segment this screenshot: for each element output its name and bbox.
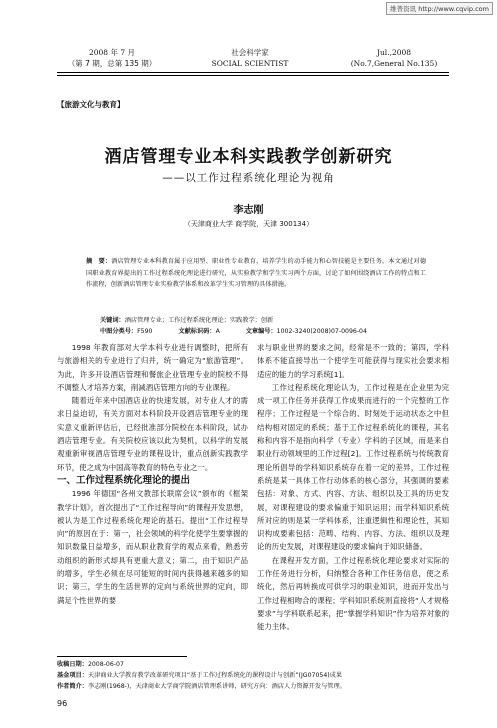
- article-subtitle: ——以工作过程系统化理论为视角: [162, 172, 335, 184]
- article-number-value: 1002-3240(2008)07-0096-04: [276, 328, 367, 335]
- clc-label: 中图分类号：: [100, 328, 138, 335]
- journal-date-en-block: [339, 47, 449, 69]
- author-affiliation: （天津商业大学 商学院，天津 300134）: [183, 220, 314, 228]
- doc-code-label: 文献标识码：: [178, 328, 216, 335]
- fund-label: 基金项目：: [57, 672, 88, 679]
- classification-line: [100, 326, 430, 337]
- abstract-label: 摘 要：: [86, 258, 112, 265]
- journal-name-block: [190, 47, 310, 69]
- page-number: 96: [57, 699, 68, 708]
- watermark: 维普资讯 http://www.cqvip.com: [386, 2, 493, 15]
- received-date: [57, 659, 449, 670]
- fund-info: [57, 670, 449, 681]
- body-left-column: [57, 341, 248, 607]
- journal-name-en: SOCIAL SCIENTIST: [211, 59, 289, 68]
- journal-issue-en: (No.7,General No.135): [350, 59, 438, 68]
- left-paragraph-1: 1998 年教育部对大学本科专业进行调整时，把所有与旅游相关的专业进行了归并，统一确定为“旅游管理”。为此，许多开设酒店管理和餐旅企业管理专业的院校不得不调整人才培养方案，削减酒店管理方向的专业课程。: [57, 343, 248, 392]
- keywords-text: 酒店管理专业；工作过程系统化理论；实践教学；创新: [124, 317, 274, 324]
- journal-date-block: [57, 47, 167, 69]
- journal-date: 2008 年 7 月: [88, 48, 135, 57]
- doc-code-value: A: [215, 328, 220, 335]
- right-paragraph-1: 求与职业世界的要求之间，经常是不一致的；第四，学科体系不能直接导出一个使学生可能获得与现实社会要求相适应的能力的学习系统[1]。: [257, 343, 449, 379]
- left-paragraph-2: 随着近年来中国酒店业的快速发展，对专业人才的需求日益迫切，有关方面对本科阶段开设酒店管理专业的现实意义重新评估后，已经批准部分院校在本科阶段，试办酒店管理专业。有关院校应该以此为契机，以科学的发展观重新审视酒店管理专业的课程设计，重点创新实践教学环节，使之成为中国高等教育的特色专业之一。: [57, 396, 248, 472]
- author-bio: [57, 681, 449, 692]
- fund-value: 天津商业大学教育教学改革研究项目“基于工作过程系统化的课程设计与创新”(JG07054)成果: [87, 672, 343, 679]
- header-rule-thin: [57, 75, 449, 76]
- clc-value: F590: [137, 328, 153, 335]
- article-number-label: 文章编号：: [245, 328, 277, 335]
- author-bio-label: 作者简介：: [57, 683, 88, 690]
- right-paragraph-2: 工作过程系统化理论认为，工作过程是在企业里为完成一项工作任务并获得工作成果而进行的一个完整的工作程序；工作过程是一个综合的、时刻处于运动状态之中但结构相对固定的系统；基于工作过程系统化的课程，其名称和内容不是指向科学（专业）学科的子区域，而是来自职业行动领域里的工作过程[2]。工作过程系统与传统教育理论所倡导的学科知识系统存在着一定的差异，工作过程系统是某一具体工作行动体系的核心部分，其强调的要素包括：对象、方式、内容、方法、组织以及工具的历史发展，对课程建设的要求偏重于知识运用；而学科知识系统所对应的则是某一学科体系，注重逻辑性和理论性，其知识构成要素包括：范畴、结构、内容、方法、组织以及理论的历史发展，对课程建设的要求偏向于知识储备。: [257, 382, 449, 552]
- author-bio-value: 李志刚(1968-)，天津商业大学商学院酒店管理系讲师，研究方向：酒店人力资源开发与管理。: [87, 683, 346, 690]
- author-name: 李志刚: [233, 205, 264, 216]
- keywords: [100, 315, 430, 326]
- footnote-rule: [57, 656, 187, 657]
- keywords-label: 关键词：: [100, 317, 125, 324]
- left-paragraph-3: 1996 年德国“各州文教部长联席会议”颁布的《框架教学计划》，首次提出了“工作过程导向”的课程开发思想，被认为是工作过程系统化理论的基石。提出“工作过程导向”的原因在于：第一，社会领域的科学化使学生要掌握的知识数量日益增多，而从职业教育学的观点来看，熟悉劳动组织的新形式却具有更重大意义；第二，由于知识产品的增多，学生必须在尽可能短的时间内获得越来越多的知识；第三，学生的生活世界的定向与系统世界的定向，即满足个性世界的要: [57, 489, 248, 605]
- header-rule-thick: [57, 72, 449, 73]
- body-right-column: [257, 341, 449, 634]
- article-title: 酒店管理专业本科实践教学创新研究: [104, 147, 393, 167]
- journal-name: 社会科学家: [231, 48, 269, 57]
- abstract-text: 酒店管理专业本科教育属于应用型、职业性专业教育，培养学生的动手能力和心智技能是主要任务。本文通过对德国职业教育界提出的工作过程系统化理论进行研究，从实验教学和学生实习两个方面，讨论了如何围绕酒店工作的特点和工作流程，创新酒店管理专业实验教学体系和改革学生实习管理的具体措施。: [86, 258, 427, 288]
- received-value: 2008-06-07: [87, 661, 124, 668]
- received-label: 收稿日期：: [57, 661, 88, 668]
- section-heading-1: 一、工作过程系统化理论的提出: [57, 474, 191, 486]
- abstract: [86, 256, 426, 291]
- journal-issue: （第 7 期，总第 135 期）: [67, 59, 157, 68]
- footnote-block: [57, 659, 449, 692]
- section-tag: 【旅游文化与教育】: [57, 100, 125, 109]
- right-paragraph-3: 在课程开发方面，工作过程系统化理论要求对实际的工作任务进行分析，归纳整合各种工作任务信息，使之系统化，然后再转换成可供学习的职业知识，进而开发出与工作过程相吻合的课程；学科知识系统则直接将“人才规格要求”与学科联系起来，把“掌握学科知识”作为培养对象的能力主体。: [257, 555, 449, 632]
- journal-date-en: Jul.,2008: [376, 48, 412, 57]
